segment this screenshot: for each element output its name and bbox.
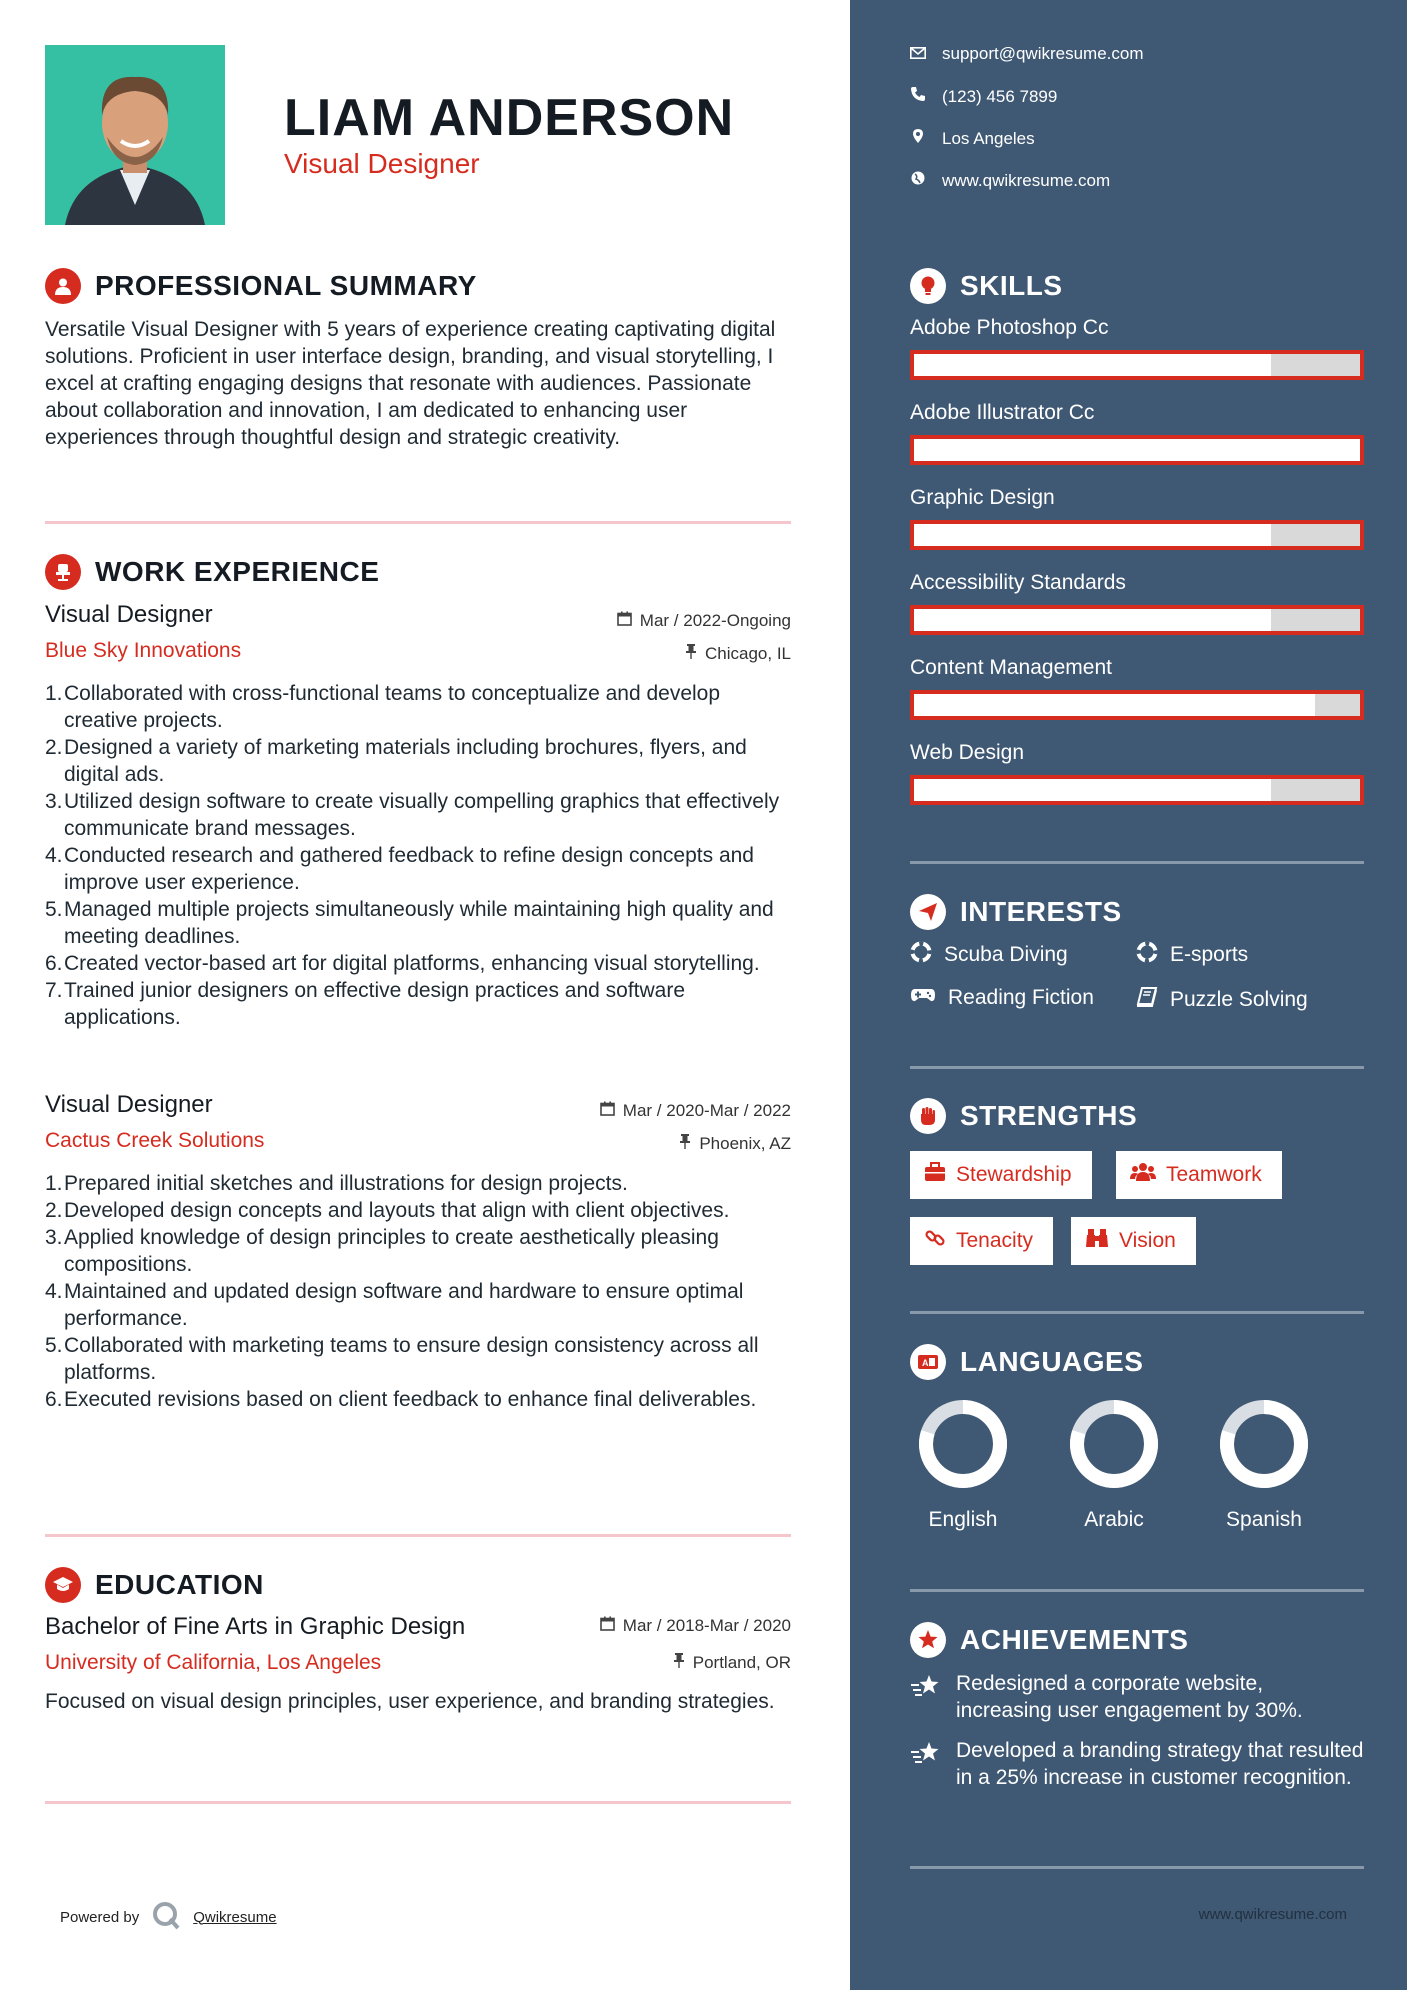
skill-level-fill bbox=[914, 439, 1360, 461]
pin-icon bbox=[679, 1133, 691, 1154]
skill-bar bbox=[910, 520, 1364, 550]
fist-icon bbox=[910, 1098, 946, 1134]
job-company: Cactus Creek Solutions bbox=[45, 1129, 265, 1152]
job-responsibilities bbox=[45, 680, 795, 1031]
achievement-text: Developed a branding strategy that resulted in a 25% increase in customer recognition. bbox=[956, 1739, 1364, 1789]
interest-label: E-sports bbox=[1170, 943, 1249, 966]
svg-text:A: A bbox=[922, 1358, 929, 1368]
strength-tag bbox=[910, 1217, 1053, 1265]
skills-heading bbox=[910, 268, 1063, 304]
section-divider bbox=[910, 1866, 1364, 1869]
list-item: 2. Designed a variety of marketing materials including brochures, flyers, and digital ads. bbox=[45, 736, 747, 786]
interest-item bbox=[1136, 986, 1308, 1014]
powered-by-label: Powered by bbox=[60, 1908, 140, 1926]
job-company: Blue Sky Innovations bbox=[45, 639, 242, 662]
summary-text: Versatile Visual Designer with 5 years of experience creating captivating digital solutions. Proficient in user interface design, branding, and visual storytelling, I excel at crafting engaging designs that resonate with audiences. Passionate about collaboration and innovation, I am dedicated to enhancing user experiences through thoughtful design and strategic creativity. bbox=[45, 318, 776, 449]
work-heading bbox=[45, 554, 379, 590]
graduation-cap-icon bbox=[45, 1567, 81, 1603]
shooting-star-icon bbox=[910, 1740, 942, 1791]
strength-label: Teamwork bbox=[1166, 1163, 1262, 1186]
binoculars-icon bbox=[1085, 1227, 1109, 1255]
job-date-text: Mar / 2022-Ongoing bbox=[639, 611, 791, 630]
languages-heading bbox=[910, 1344, 1143, 1380]
envelope-icon bbox=[910, 44, 926, 64]
contact-location-text: Los Angeles bbox=[942, 128, 1035, 148]
strength-tag bbox=[1071, 1217, 1196, 1265]
achievement-item bbox=[910, 1737, 1364, 1791]
qwikresume-link[interactable]: Qwikresume bbox=[193, 1908, 277, 1926]
section-divider bbox=[910, 1066, 1364, 1069]
degree-title: Bachelor of Fine Arts in Graphic Design bbox=[45, 1613, 466, 1640]
education-heading bbox=[45, 1567, 264, 1603]
contact-email[interactable] bbox=[910, 44, 1144, 64]
contact-email-text: support@qwikresume.com bbox=[942, 44, 1144, 63]
book-icon bbox=[1136, 986, 1158, 1014]
candidate-name: LIAM ANDERSON bbox=[284, 89, 735, 147]
briefcase-icon bbox=[924, 1162, 946, 1188]
language-item bbox=[1216, 1396, 1312, 1531]
language-donut bbox=[1216, 1396, 1312, 1492]
achievement-text: Redesigned a corporate website, increasing user engagement by 30%. bbox=[956, 1672, 1303, 1722]
footer-powered-by bbox=[60, 1900, 277, 1934]
qwikresume-logo-icon bbox=[151, 1900, 181, 1934]
paper-plane-icon bbox=[910, 894, 946, 930]
star-badge-icon bbox=[910, 1622, 946, 1658]
users-icon bbox=[1130, 1162, 1156, 1188]
interests-heading bbox=[910, 894, 1122, 930]
skill-name: Web Design bbox=[910, 741, 1025, 764]
job-date-text: Mar / 2020-Mar / 2022 bbox=[622, 1101, 791, 1120]
interest-item bbox=[910, 941, 1068, 969]
list-item: 1. Prepared initial sketches and illustrations for design projects. bbox=[45, 1172, 628, 1195]
contact-website-text: www.qwikresume.com bbox=[942, 170, 1111, 190]
language-label: Spanish bbox=[1226, 1508, 1302, 1531]
list-item: 5. Managed multiple projects simultaneously while maintaining high quality and meeting deadlines. bbox=[45, 898, 774, 948]
footer-website[interactable]: www.qwikresume.com bbox=[1198, 1906, 1347, 1923]
list-item: 1. Collaborated with cross-functional teams to conceptualize and develop creative projects. bbox=[45, 682, 721, 732]
education-location-text: Portland, OR bbox=[692, 1652, 791, 1672]
summary-heading bbox=[45, 268, 477, 304]
strength-label: Vision bbox=[1119, 1229, 1176, 1252]
list-item: 4. Maintained and updated design software and hardware to ensure optimal performance. bbox=[45, 1280, 744, 1330]
skill-level-fill bbox=[914, 694, 1315, 716]
job-date bbox=[617, 611, 791, 631]
summary-title: PROFESSIONAL SUMMARY bbox=[95, 270, 477, 301]
job-responsibilities bbox=[45, 1170, 795, 1413]
strength-tag bbox=[1116, 1151, 1282, 1199]
list-item: 4. Conducted research and gathered feedback to refine design concepts and improve user experience. bbox=[45, 844, 754, 894]
language-label: English bbox=[928, 1508, 998, 1531]
language-donut bbox=[915, 1396, 1011, 1492]
skill-bar bbox=[910, 435, 1364, 465]
interest-label: Scuba Diving bbox=[944, 943, 1068, 966]
section-divider bbox=[45, 521, 791, 524]
calendar-icon bbox=[617, 611, 632, 631]
section-divider bbox=[45, 1801, 791, 1804]
skills-title: SKILLS bbox=[960, 270, 1063, 301]
contact-location bbox=[910, 128, 1035, 149]
skill-name: Graphic Design bbox=[910, 486, 1055, 509]
achievements-heading bbox=[910, 1622, 1188, 1658]
skill-name: Adobe Illustrator Cc bbox=[910, 401, 1095, 424]
strength-label: Stewardship bbox=[956, 1163, 1072, 1186]
skill-bar bbox=[910, 690, 1364, 720]
education-date-text: Mar / 2018-Mar / 2020 bbox=[622, 1616, 791, 1635]
skill-name: Accessibility Standards bbox=[910, 571, 1126, 594]
contact-phone-text: (123) 456 7899 bbox=[942, 86, 1058, 106]
language-item bbox=[1066, 1396, 1162, 1531]
candidate-title: Visual Designer bbox=[284, 148, 480, 179]
map-pin-icon bbox=[910, 128, 926, 149]
job-title: Visual Designer bbox=[45, 1091, 213, 1118]
education-title: EDUCATION bbox=[95, 1569, 264, 1600]
link-icon bbox=[924, 1227, 946, 1255]
globe-icon bbox=[910, 170, 926, 191]
job-location-text: Chicago, IL bbox=[705, 643, 791, 663]
skill-name: Adobe Photoshop Cc bbox=[910, 316, 1109, 339]
profile-photo bbox=[45, 45, 225, 225]
list-item: 3. Applied knowledge of design principles to create aesthetically pleasing compositions. bbox=[45, 1226, 719, 1276]
section-divider bbox=[910, 1311, 1364, 1314]
section-divider bbox=[45, 1534, 791, 1537]
school-name: University of California, Los Angeles bbox=[45, 1651, 382, 1674]
gamepad-icon bbox=[910, 986, 936, 1010]
skill-level-fill bbox=[914, 609, 1271, 631]
skill-level-fill bbox=[914, 524, 1271, 546]
interest-label: Reading Fiction bbox=[948, 986, 1094, 1009]
section-divider bbox=[910, 1589, 1364, 1592]
job-title: Visual Designer bbox=[45, 601, 213, 628]
chair-icon bbox=[45, 554, 81, 590]
skill-level-fill bbox=[914, 354, 1271, 376]
strength-tag bbox=[910, 1151, 1092, 1199]
language-donut bbox=[1066, 1396, 1162, 1492]
skill-bar bbox=[910, 775, 1364, 805]
phone-icon bbox=[910, 86, 926, 107]
languages-title: LANGUAGES bbox=[960, 1346, 1144, 1377]
strength-label: Tenacity bbox=[956, 1229, 1034, 1252]
user-icon bbox=[45, 268, 81, 304]
interest-label: Puzzle Solving bbox=[1170, 988, 1308, 1011]
strengths-heading bbox=[910, 1098, 1137, 1134]
calendar-icon bbox=[600, 1616, 615, 1636]
job-location-text: Phoenix, AZ bbox=[699, 1133, 791, 1153]
education-description: Focused on visual design principles, user experience, and branding strategies. bbox=[45, 1690, 775, 1713]
lifebuoy-icon bbox=[910, 941, 932, 969]
contact-phone[interactable] bbox=[910, 86, 1057, 107]
lightbulb-icon bbox=[910, 268, 946, 304]
achievement-item bbox=[910, 1670, 1364, 1724]
achievements-title: ACHIEVEMENTS bbox=[960, 1624, 1189, 1655]
pin-icon bbox=[673, 1652, 685, 1673]
list-item: 2. Developed design concepts and layouts that align with client objectives. bbox=[45, 1199, 730, 1222]
list-item: 7. Trained junior designers on effective design practices and software applications. bbox=[45, 979, 686, 1029]
section-divider bbox=[910, 861, 1364, 864]
language-item bbox=[915, 1396, 1011, 1531]
interests-title: INTERESTS bbox=[960, 896, 1122, 927]
pin-icon bbox=[685, 643, 697, 664]
education-location bbox=[673, 1652, 791, 1673]
list-item: 5. Collaborated with marketing teams to ensure design consistency across all platforms. bbox=[45, 1334, 759, 1384]
language-icon bbox=[910, 1344, 946, 1380]
contact-website[interactable] bbox=[910, 170, 1110, 191]
list-item: 6. Executed revisions based on client feedback to enhance final deliverables. bbox=[45, 1388, 757, 1411]
skill-bar bbox=[910, 605, 1364, 635]
lifebuoy-icon bbox=[1136, 941, 1158, 969]
work-title: WORK EXPERIENCE bbox=[95, 556, 380, 587]
job-date bbox=[600, 1101, 791, 1121]
language-label: Arabic bbox=[1084, 1508, 1144, 1531]
skill-name: Content Management bbox=[910, 656, 1112, 679]
calendar-icon bbox=[600, 1101, 615, 1121]
shooting-star-icon bbox=[910, 1673, 942, 1724]
job-location bbox=[685, 643, 791, 664]
strengths-title: STRENGTHS bbox=[960, 1100, 1138, 1131]
interest-item bbox=[910, 986, 1094, 1010]
list-item: 3. Utilized design software to create visually compelling graphics that effectively communicate brand messages. bbox=[45, 790, 780, 840]
interest-item bbox=[1136, 941, 1248, 969]
job-location bbox=[679, 1133, 791, 1154]
skill-level-fill bbox=[914, 779, 1271, 801]
education-date bbox=[600, 1616, 791, 1636]
skill-bar bbox=[910, 350, 1364, 380]
list-item: 6. Created vector-based art for digital platforms, enhancing visual storytelling. bbox=[45, 952, 760, 975]
